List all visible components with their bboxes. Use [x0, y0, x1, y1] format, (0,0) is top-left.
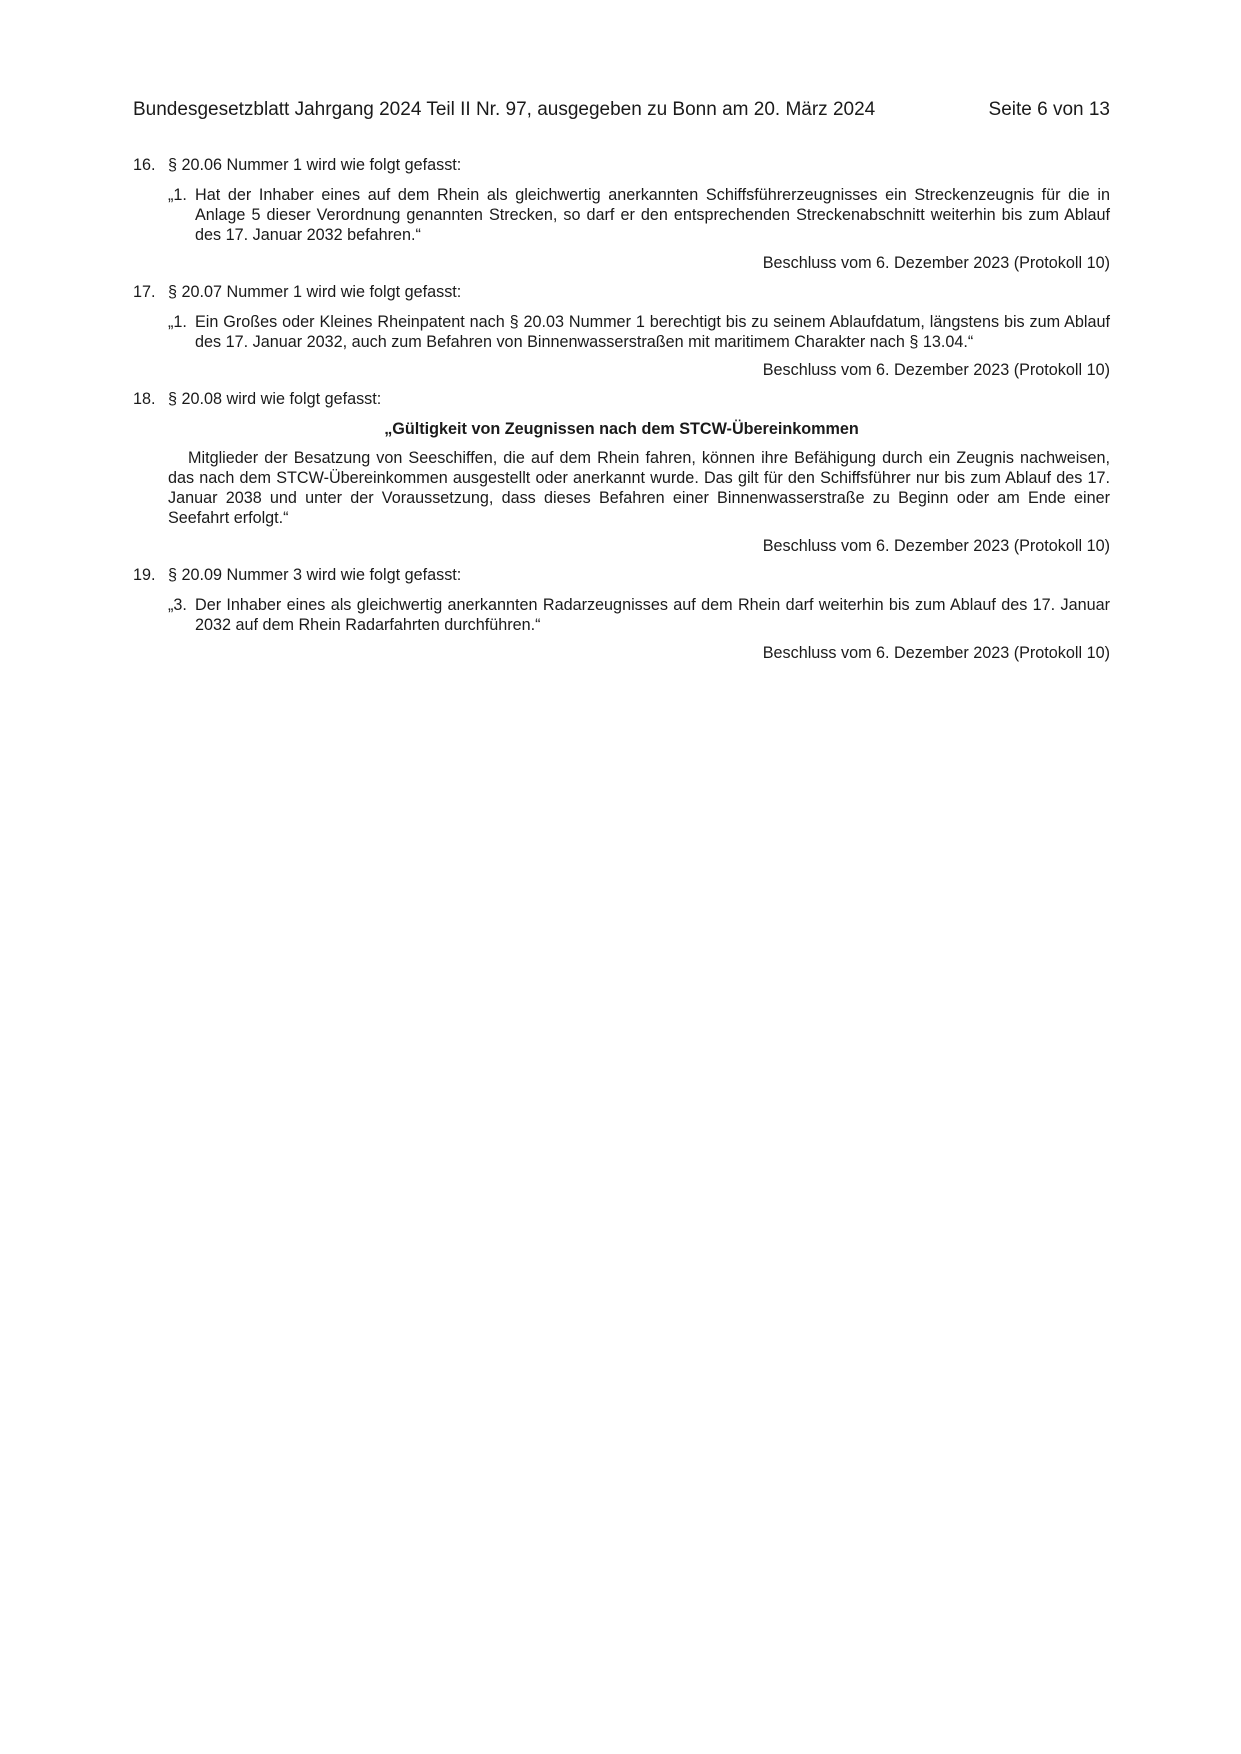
item-number: 17.: [133, 283, 156, 301]
resolution-note: Beschluss vom 6. Dezember 2023 (Protokoll 10): [762, 644, 1110, 662]
quote-number: „3.: [168, 596, 187, 614]
section-subtitle: „Gültigkeit von Zeugnissen nach dem STCW-Übereinkommen: [384, 420, 859, 438]
amendment-text: [133, 595, 1110, 635]
resolution-note: Beschluss vom 6. Dezember 2023 (Protokoll 10): [762, 537, 1110, 555]
quote-text: Hat der Inhaber eines auf dem Rhein als gleichwertig anerkannten Schiffsführerzeugnisses ein Streckenzeugnis für die in Anlage 5 dieser Verordnung genannten Strecken, so darf er den entsprechenden Streckenabschnitt weiterhin bis zum Ablauf des 17. Januar 2032 befahren.“: [195, 186, 1110, 244]
item-heading: [133, 565, 1110, 585]
quote-number: „1.: [168, 186, 187, 204]
item-heading-text: § 20.07 Nummer 1 wird wie folgt gefasst:: [168, 283, 462, 301]
header-publication: Bundesgesetzblatt Jahrgang 2024 Teil II Nr. 97, ausgegeben zu Bonn am 20. März 2024: [133, 99, 876, 120]
resolution-note: Beschluss vom 6. Dezember 2023 (Protokoll 10): [762, 361, 1110, 379]
header-page-number: Seite 6 von 13: [988, 99, 1110, 120]
item-number: 19.: [133, 566, 156, 584]
amendment-paragraph: Mitglieder der Besatzung von Seeschiffen, die auf dem Rhein fahren, können ihre Befähigung durch ein Zeugnis nachweisen, das nach dem STCW-Übereinkommen ausgestellt oder anerkannt wurde. Das gilt für den Schiffsführer nur bis zum Ablauf des 17. Januar 2038 und unter der Voraussetzung, dass dieses Befahren einer Binnenwasserstraße zu Beginn oder am Ende einer Seefahrt erfolgt.“: [168, 449, 1110, 527]
amendment-item-17: [133, 282, 1110, 380]
item-heading: [133, 389, 1110, 409]
item-heading-text: § 20.08 wird wie folgt gefasst:: [168, 390, 382, 408]
quote-number: „1.: [168, 313, 187, 331]
amendment-text: [133, 312, 1110, 352]
item-number: 18.: [133, 390, 156, 408]
amendment-item-19: [133, 565, 1110, 663]
document-body: [133, 155, 1110, 663]
quote-text: Der Inhaber eines als gleichwertig anerkannten Radarzeugnisses auf dem Rhein darf weiterhin bis zum Ablauf des 17. Januar 2032 auf dem Rhein Radarfahrten durchführen.“: [195, 596, 1110, 634]
amendment-item-16: [133, 155, 1110, 273]
item-number: 16.: [133, 156, 156, 174]
amendment-text: [133, 185, 1110, 245]
resolution-note: Beschluss vom 6. Dezember 2023 (Protokoll 10): [762, 254, 1110, 272]
item-heading: [133, 155, 1110, 175]
amendment-item-18: [133, 389, 1110, 556]
item-heading-text: § 20.09 Nummer 3 wird wie folgt gefasst:: [168, 566, 462, 584]
page-header: [133, 98, 1110, 122]
item-heading-text: § 20.06 Nummer 1 wird wie folgt gefasst:: [168, 156, 462, 174]
quote-text: Ein Großes oder Kleines Rheinpatent nach § 20.03 Nummer 1 berechtigt bis zu seinem Ablaufdatum, längstens bis zum Ablauf des 17. Januar 2032, auch zum Befahren von Binnenwasserstraßen mit maritimem Charakter nach § 13.04.“: [195, 313, 1110, 351]
item-heading: [133, 282, 1110, 302]
